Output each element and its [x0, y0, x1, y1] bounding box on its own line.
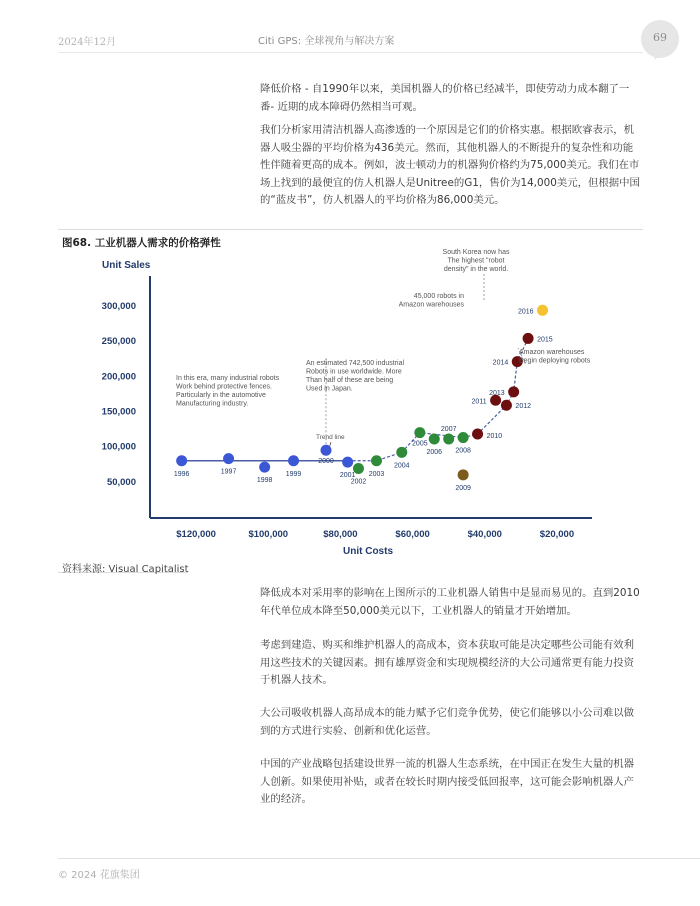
data-point-2009: [458, 469, 469, 480]
data-label-2003: 2003: [368, 470, 385, 478]
annotation-estimate: Than half of these are being: [306, 377, 394, 384]
data-point-2012: [501, 400, 512, 411]
y-tick-label: 100,000: [101, 441, 136, 453]
data-point-1996: [176, 455, 187, 466]
annotation-estimate: Used in Japan.: [306, 385, 353, 393]
annotation-amazon-45k: 45,000 robots in: [413, 293, 464, 300]
data-point-2004: [396, 447, 407, 458]
header-date: 2024年12月: [58, 37, 117, 48]
page-number: 69: [653, 31, 667, 44]
annotation-estimate: An estimated 742,500 industrial: [306, 360, 405, 367]
x-tick-label: $40,000: [467, 529, 502, 540]
footer-copyright: © 2024 花旗集团: [58, 870, 140, 881]
y-tick-label: 150,000: [101, 406, 136, 418]
annotation-trend: Trend line: [316, 434, 345, 441]
data-point-2016: [537, 305, 548, 316]
paragraph-competitive-advantage: 大公司吸收机器人高昂成本的能力赋予它们竞争优势，使它们能够以小公司难以做到的方式进行实验、创新和优化运营。: [260, 707, 635, 737]
data-point-2010: [472, 429, 483, 440]
data-point-2006: [429, 433, 440, 444]
annotation-estimate: Robots in use worldwide. More: [306, 368, 402, 376]
y-tick-label: 300,000: [101, 301, 136, 313]
paragraph-capital-access: 考虑到建造、购买和维护机器人的高成本，资本获取可能是决定哪些公司能有效利用这些技术的关键因素。拥有雄厚资金和实现规模经济的大公司通常更有能力投资于机器人技术。: [260, 639, 635, 686]
data-label-2000: 2000: [318, 458, 334, 466]
paragraph-price-decline: 降低价格 - 自1990年以来，美国机器人的价格已经减半，即使劳动力成本翻了一番- 近期的成本障碍仍然相当可观。: [260, 83, 630, 113]
annotation-era: In this era, many industrial robots: [176, 375, 280, 382]
data-label-2004: 2004: [393, 462, 410, 470]
annotation-korea: South Korea now has: [442, 249, 510, 256]
data-point-2013: [508, 386, 519, 397]
annotation-era: Particularly in the automotive: [176, 392, 266, 399]
data-label-2009: 2009: [455, 484, 471, 492]
data-label-1997: 1997: [220, 468, 237, 476]
data-point-1997: [223, 453, 234, 464]
x-axis-title: Unit Costs: [343, 546, 393, 557]
data-point-2008: [458, 432, 469, 443]
data-label-2015: 2015: [537, 336, 553, 344]
data-label-2001: 2001: [339, 472, 356, 480]
data-label-2011: 2011: [471, 398, 487, 406]
data-label-1998: 1998: [256, 477, 273, 485]
x-tick-label: $100,000: [248, 529, 289, 540]
data-label-2016: 2016: [517, 308, 534, 316]
data-label-2007: 2007: [440, 425, 457, 433]
x-tick-label: $120,000: [176, 529, 216, 540]
x-tick-label: $60,000: [395, 529, 430, 540]
data-point-2001: [342, 457, 353, 468]
x-tick-label: $20,000: [539, 529, 575, 540]
y-axis-title: Unit Sales: [102, 260, 151, 271]
data-label-2008: 2008: [455, 447, 471, 455]
annotation-amazon-begin: Begin deploying robots: [519, 357, 591, 365]
annotation-korea: The highest "robot: [447, 257, 505, 265]
data-label-2013: 2013: [489, 389, 505, 397]
data-point-1998: [259, 462, 270, 473]
data-point-2002: [353, 463, 364, 474]
data-point-2000: [321, 445, 332, 456]
data-point-1999: [288, 455, 299, 466]
data-point-2007: [443, 433, 454, 444]
footer-divider: [58, 858, 700, 859]
y-tick-label: 200,000: [101, 371, 136, 383]
paragraph-affordability: 我们分析家用清洁机器人高渗透的一个原因是它们的价格实惠。根据欧睿表示，机器人吸尘器的平均价格为436美元。然而，其他机器人的不断提升的复杂性和功能性伴随着更高的成本。例如，波士顿动力的机器狗价格约为75,000美元。我们在市场上找到的最便宜的仿人机器人是Unitree的G1，售价为14,000美元，但根据中国的“蓝皮书”，仿人机器人的平均价格为86,000美元。: [260, 124, 640, 206]
x-tick-label: $80,000: [323, 529, 358, 540]
annotation-amazon-begin: Amazon warehouses: [519, 349, 585, 356]
paragraph-china-strategy: 中国的产业战略包括建设世界一流的机器人生态系统，在中国正在发生大量的机器人创新。如果使用补贴，或者在较长时期内接受低回报率，这可能会影响机器人产业的经济。: [260, 758, 635, 805]
annotation-korea: density" in the world.: [443, 266, 509, 273]
data-label-2014: 2014: [492, 359, 509, 367]
data-label-2002: 2002: [350, 478, 367, 486]
data-label-2006: 2006: [426, 448, 443, 456]
data-label-2010: 2010: [486, 433, 503, 441]
annotation-era: Manufacturing industry.: [176, 400, 249, 408]
header-title: Citi GPS: 全球视角与解决方案: [258, 36, 395, 47]
annotation-era: Work behind protective fences.: [176, 383, 272, 391]
data-label-2005: 2005: [412, 440, 428, 448]
data-label-1996: 1996: [173, 470, 190, 478]
y-tick-label: 250,000: [101, 336, 136, 348]
data-point-2003: [371, 455, 382, 466]
figure-source: 资料来源: Visual Capitalist: [62, 564, 189, 575]
figure-title: 图68. 工业机器人需求的价格弹性: [62, 237, 221, 249]
annotation-amazon-45k: Amazon warehouses: [398, 301, 464, 309]
data-label-1999: 1999: [285, 470, 302, 478]
data-point-2005: [414, 427, 425, 438]
paragraph-cost-impact: 降低成本对采用率的影响在上图所示的工业机器人销售中是显而易见的。直到2010年代单位成本降至50,000美元以下，工业机器人的销量才开始增加。: [260, 587, 640, 617]
y-tick-label: 50,000: [106, 476, 136, 488]
data-label-2012: 2012: [515, 403, 532, 411]
data-point-2015: [523, 333, 534, 344]
